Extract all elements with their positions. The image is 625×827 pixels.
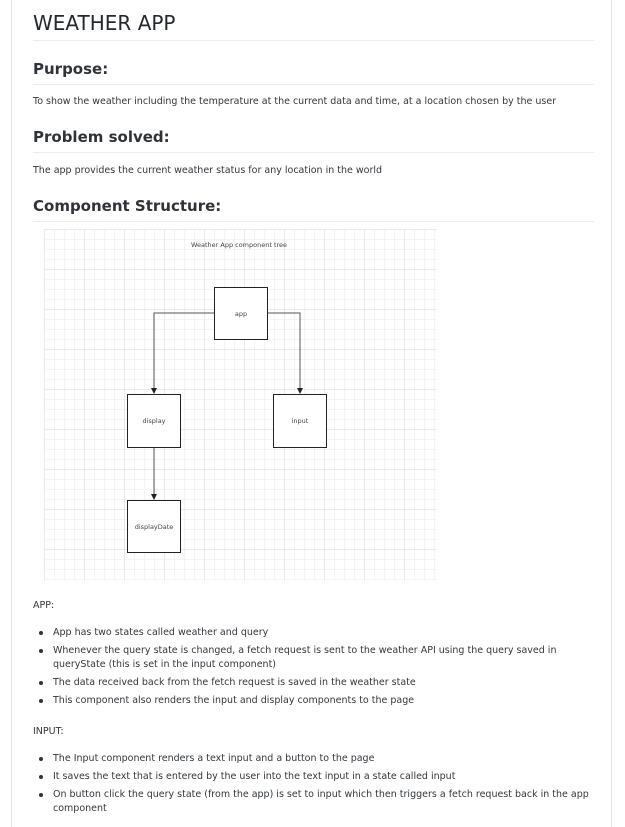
page-title: WEATHER APP — [33, 10, 594, 41]
problem-heading: Problem solved: — [33, 127, 594, 153]
document-sheet — [11, 0, 612, 827]
purpose-text: To show the weather including the temperature at the current data and time, at a location chosen by the user — [33, 96, 557, 107]
edge-app-display — [154, 313, 214, 393]
bullet-icon — [39, 649, 43, 653]
app-section-label: APP: — [33, 600, 55, 611]
component-tree-diagram — [44, 229, 437, 581]
node-displaydate-label: displayDate — [134, 522, 174, 531]
list-item: It saves the text that is entered by the user into the text input in a state called input — [33, 770, 594, 784]
list-item: App has two states called weather and query — [33, 626, 594, 640]
bullet-icon — [39, 699, 43, 703]
bullet-icon — [39, 631, 43, 635]
bullet-icon — [39, 681, 43, 685]
problem-text: The app provides the current weather status for any location in the world — [33, 165, 383, 176]
node-app-label: app — [234, 309, 248, 318]
bullet-icon — [39, 793, 43, 797]
list-item: Whenever the query state is changed, a fetch request is sent to the weather API using the query saved in queryState (this is set in the input component) — [33, 644, 594, 672]
bullet-icon — [39, 757, 43, 761]
node-app — [214, 287, 268, 340]
edge-app-input — [268, 313, 300, 393]
list-item: The Input component renders a text input and a button to the page — [33, 752, 594, 766]
purpose-heading: Purpose: — [33, 59, 594, 85]
node-display-label: display — [142, 417, 166, 425]
node-displaydate — [127, 500, 181, 553]
list-item: This component also renders the input and display components to the page — [33, 694, 594, 708]
input-section-label: INPUT: — [33, 726, 64, 737]
list-item: The data received back from the fetch request is saved in the weather state — [33, 676, 594, 690]
node-display — [127, 394, 181, 448]
bullet-icon — [39, 775, 43, 779]
input-section-list — [33, 752, 594, 820]
diagram-connectors — [44, 229, 437, 581]
diagram-title: Weather App component tree — [190, 241, 288, 249]
list-item: On button click the query state (from the app) is set to input which then triggers a fetch request back in the app component — [33, 788, 594, 816]
node-input — [273, 394, 327, 448]
node-input-label: input — [291, 417, 309, 425]
app-section-list — [33, 626, 594, 712]
component-structure-heading: Component Structure: — [33, 196, 594, 222]
